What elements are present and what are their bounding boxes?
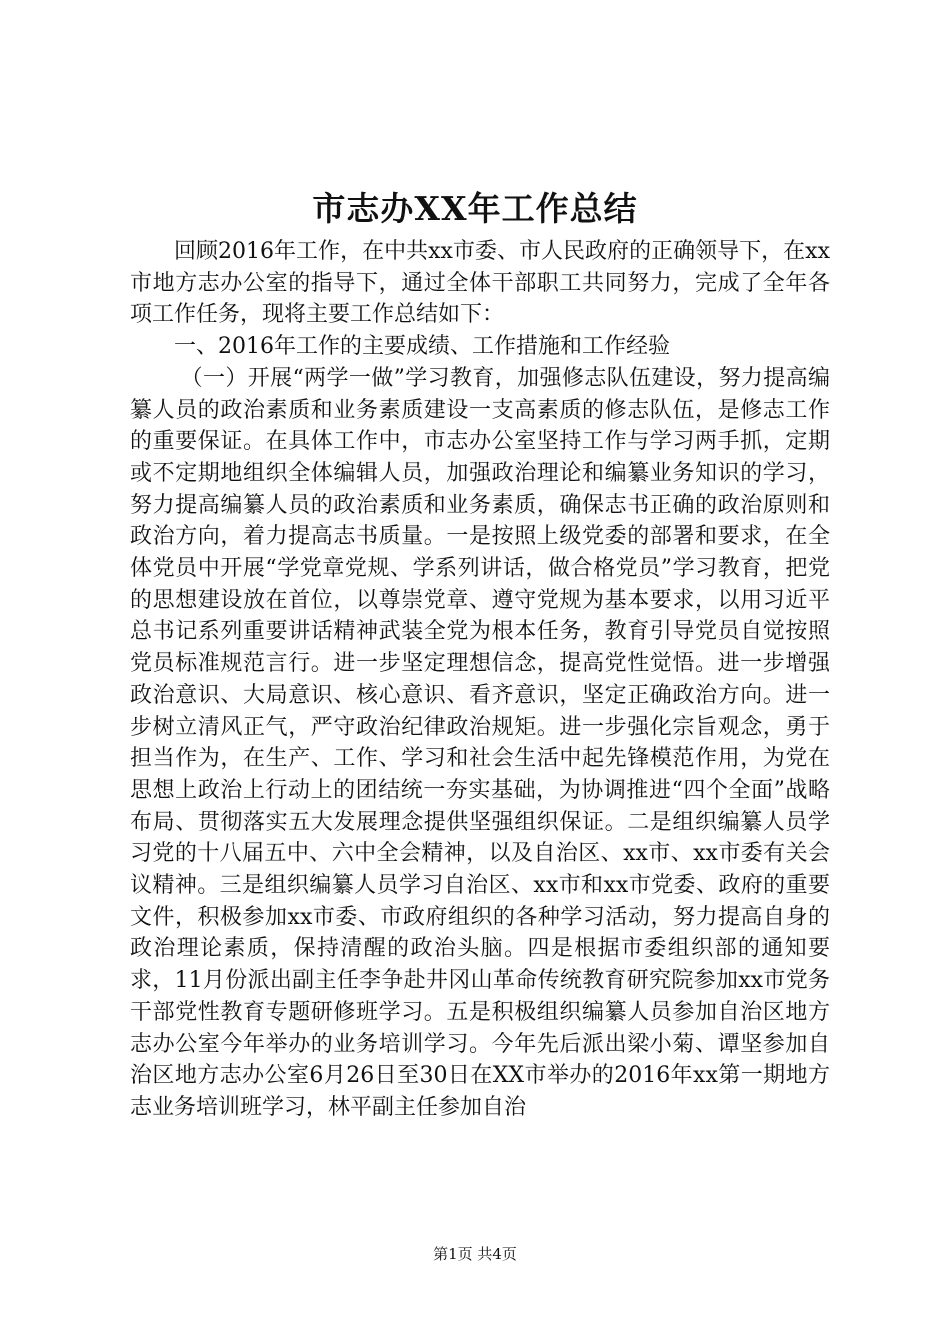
document-body bbox=[130, 236, 830, 1124]
page-footer: 第1页 共4页 bbox=[433, 1245, 517, 1263]
subsection-paragraph: （一）开展“两学一做”学习教育，加强修志队伍建设，努力提高编纂人员的政治素质和业务素质建设一支高素质的修志队伍，是修志工作的重要保证。在具体工作中，市志办公室坚持工作与学习两手抓，定期或不定期地组织全体编辑人员，加强政治理论和编纂业务知识的学习，努力提高编纂人员的政治素质和业务素质，确保志书正确的政治原则和政治方向，着力提高志书质量。一是按照上级党委的部署和要求，在全体党员中开展“学党章党规、学系列讲话，做合格党员”学习教育，把党的思想建设放在首位，以尊崇党章、遵守党规为基本要求，以用习近平总书记系列重要讲话精神武装全党为根本任务，教育引导党员自觉按照党员标准规范言行。进一步坚定理想信念，提高党性觉悟。进一步增强政治意识、大局意识、核心意识、看齐意识，坚定正确政治方向。进一步树立清风正气，严守政治纪律政治规矩。进一步强化宗旨观念，勇于担当作为，在生产、工作、学习和社会生活中起先锋模范作用，为党在思想上政治上行动上的团结统一夯实基础，为协调推进“四个全面”战略布局、贯彻落实五大发展理念提供坚强组织保证。二是组织编纂人员学习党的十八届五中、六中全会精神，以及自治区、xx市、xx市委有关会议精神。三是组织编纂人员学习自治区、xx市和xx市党委、政府的重要文件，积极参加xx市委、市政府组织的各种学习活动，努力提高自身的政治理论素质，保持清醒的政治头脑。四是根据市委组织部的通知要求，11月份派出副主任李争赴井冈山革命传统教育研究院参加xx市党务干部党性教育专题研修班学习。五是积极组织编纂人员参加自治区地方志办公室今年举办的业务培训学习。今年先后派出梁小菊、谭坚参加自治区地方志办公室6月26日至30日在XX市举办的2016年xx第一期地方志业务培训班学习，林平副主任参加自治 bbox=[130, 365, 830, 1120]
intro-paragraph: 回顾2016年工作，在中共xx市委、市人民政府的正确领导下，在xx市地方志办公室的指导下，通过全体干部职工共同努力，完成了全年各项工作任务，现将主要工作总结如下： bbox=[130, 239, 830, 328]
document-title: 市志办XX年工作总结 bbox=[312, 189, 638, 228]
section-heading: 一、2016年工作的主要成绩、工作措施和工作经验 bbox=[174, 334, 670, 360]
